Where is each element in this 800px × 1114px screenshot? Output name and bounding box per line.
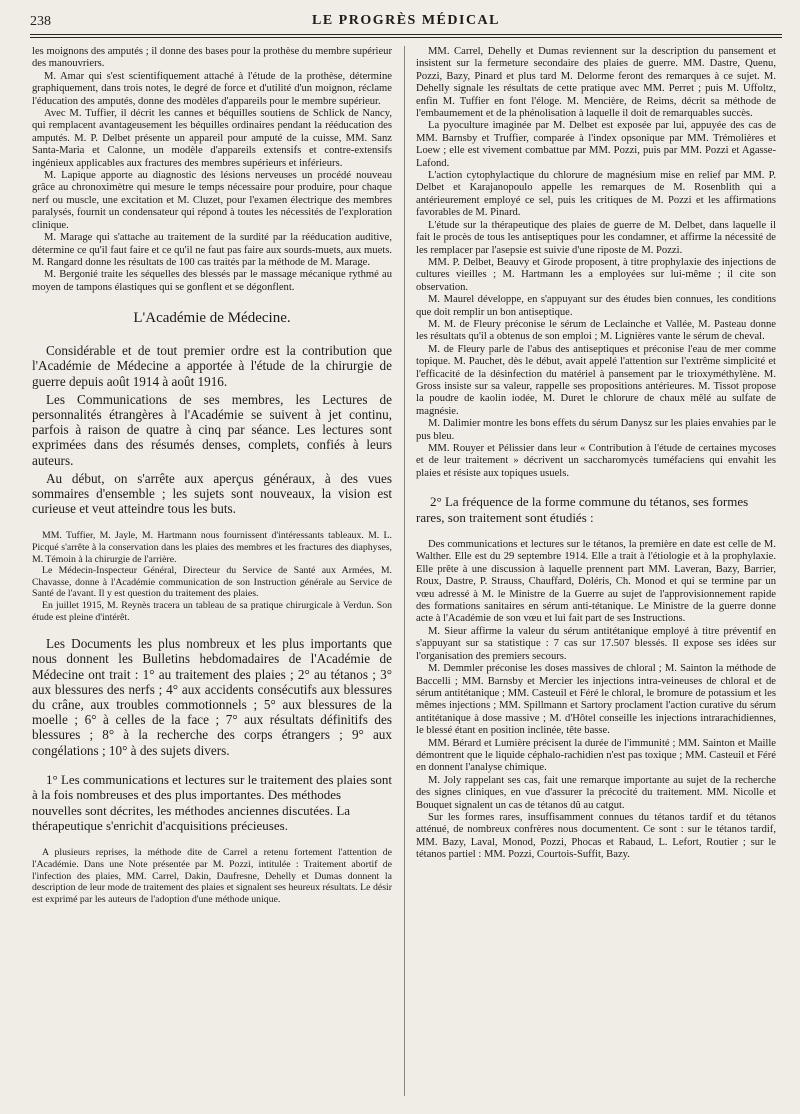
- paragraph: M. M. de Fleury préconise le sérum de Leclainche et Vallée, M. Pasteau donne les résultats qu'il a obtenus de son emploi ; M. Lignières vante le sérum de cheval.: [416, 318, 776, 343]
- header-rule: [30, 34, 782, 35]
- journal-title: LE PROGRÈS MÉDICAL: [311, 13, 501, 28]
- subsection-heading: 2° La fréquence de la forme commune du tétanos, ses formes rares, son traitement sont étudiés :: [416, 494, 749, 525]
- paragraph: M. Lapique apporte au diagnostic des lésions nerveuses un procédé nouveau grâce au chronoximètre qui mesure le temps nécessaire pour produire, pour chaque nerf ou muscle, une excitation et M. Cluzet, pour l'examen électrique des membres paralysés, fournit un condensateur qui répond à toutes les nécessités de l'exploration clinique.: [32, 170, 392, 231]
- paragraph: A plusieurs reprises, la méthode dite de Carrel a retenu fortement l'attention de l'Académie. Dans une Note présentée par M. Pozzi, intitulée : Traitement abortif de l'infection des plaies, MM. Carrel, Dakin, Daufresne, Dehelly et Dumas donnent la description de leur mode de traitement des plaies et signalent ses heureux résultats. Le désir est exprimé par les auteurs de l'adoption d'une méthode unique.: [32, 847, 392, 905]
- left-column: [32, 46, 392, 1106]
- paragraph: La pyoculture imaginée par M. Delbet est exposée par lui, appuyée des cas de MM. Barnsby et Truffier, comparée à l'index opsonique par MM. Trémolières et Loew ; elle est vivement combattue par MM. Pozzi, puis par MM. Pozzi et Agasse-Lafond.: [416, 120, 776, 169]
- column-divider: [404, 46, 405, 1096]
- paragraph: M. Joly rappelant ses cas, fait une remarque importante au sujet de la recherche des signes cliniques, en vue d'assurer la précocité du traitement. MM. Nicolle et Bouquet signalent un cas de tétanos dû au catgut.: [416, 774, 776, 811]
- page-number: 238: [30, 14, 51, 29]
- paragraph: M. Marage qui s'attache au traitement de la surdité par la rééducation auditive, détermine ce qu'il faut faire et ce qu'il ne faut pas faire aux sourds-muets, aux muets. M. Rangard donne les résultats de 100 cas traités par la méthode de M. Marage.: [32, 232, 392, 268]
- paragraph: MM. Carrel, Dehelly et Dumas reviennent sur la description du pansement et insistent sur la fermeture secondaire des plaies de guerre. MM. Dastre, Quenu, Pozzi, Bazy, Pinard et plus tard M. Delorme feront des remarques à ce sujet. M. Dehelly signale les résultats de cette pratique avec MM. Perret ; puis M. Uffoltz, enfin M. Tuffier en font l'éloge. M. Mencière, de Reims, décrit sa méthode de l'embaumement et de la phénolisation à laquelle il doit de remarquables succès.: [416, 46, 776, 120]
- paragraph: MM. Rouyer et Pélissier dans leur « Contribution à l'étude de certaines mycoses et de leur traitement » décrivent un saccharomycès tuméfaciens qui envahit les plaies et résiste aux topiques usuels.: [416, 443, 776, 479]
- lead-paragraph: Les Communications de ses membres, les Lectures de personnalités étrangères à l'Académie se suivent à jet continu, parfois à raison de quatre à cinq par séance. Les lectures sont exprimées dans des résumés denses, complets, confiés à leurs auteurs.: [32, 391, 392, 468]
- paragraph: M. Maurel développe, en s'appuyant sur des études bien connues, les conditions que doit remplir un bon antiseptique.: [416, 294, 776, 318]
- lead-paragraph: Les Documents les plus nombreux et les plus importants que nous donnent les Bulletins hebdomadaires de l'Académie de Médecine ont trait : 1° au traitement des plaies ; 2° au tétanos ; 3° aux blessures des nerfs ; 4° aux accidents consécutifs aux blessures du crâne, aux troubles commotionnels ; 5° aux blessures de la moelle ; 6° à celles de la face ; 7° aux résultats définitifs des blessures ; 8° à la recherche des corps étrangers ; 9° aux congélations ; 10° à des sujets divers.: [32, 636, 392, 758]
- page-header: [30, 12, 782, 34]
- paragraph: M. Demmler préconise les doses massives de chloral ; M. Sainton la méthode de Baccelli ; MM. Barnsby et Mercier les injections intra-veineuses de chloral et de sérum antitétanique ; MM. Casteuil et Féré le chloral, le bromure de potassium et les mêmes injections ; MM. Spillmann et Sartory proclament l'action curative du sérum antitétanique à dose massive ; M. d'Hôtel conseille les injections intrarachidiennes, le blessé étant en position inclinée, tête basse.: [416, 663, 776, 737]
- paragraph: Sur les formes rares, insuffisamment connues du tétanos tardif et du tétanos atténué, de nombreux confrères nous documentent. Ce sont : sur le tétanos tardif, MM. Bazy, Laval, Monod, Pozzi, Phocas et Rabaud, L. Lefort, Routier ; sur le tétanos partiel : MM. Pozzi, Courtois-Suffit, Bazy.: [416, 811, 776, 861]
- lead-paragraph: Considérable et de tout premier ordre est la contribution que l'Académie de Médecine a apportée à l'étude de la chirurgie de guerre depuis août 1914 à août 1916.: [32, 343, 392, 389]
- paragraph: M. de Fleury parle de l'abus des antiseptiques et préconise l'eau de mer comme topique. M. Pauchet, dès le début, avait appelé l'attention sur l'extrême simplicité et l'efficacité de la désinfection du matériel à pansement par le trioxyméthylène. M. Gross insiste sur sa valeur, rappelle ses propositions antérieures. M. Tissot propose la poudre de kaolin iodée, M. Duret le chlorure de chaux mêlé au sulfate de magnésie.: [416, 343, 776, 417]
- paragraph: L'action cytophylactique du chlorure de magnésium mise en relief par MM. P. Delbet et Karajanopoulo appelle les remarques de M. Rosenblith qui a antérieurement employé ce sel, puis les critiques de M. Pozzi et les affirmations favorables de M. Pinard.: [416, 170, 776, 219]
- lead-paragraph: Au début, on s'arrête aux aperçus généraux, à des vues sommaires d'ensemble ; les sujets sont nouveaux, la vision est curieuse et veut atteindre tous les buts.: [32, 470, 392, 517]
- paragraph: Le Médecin-Inspecteur Général, Directeur du Service de Santé aux Armées, M. Chavasse, donne à l'Académie communication de son Instruction générale au Service de Santé de l'avant. Il y est question du traitement des plaies.: [32, 565, 392, 600]
- paragraph: M. Dalimier montre les bons effets du sérum Danysz sur les plaies envahies par le pus bleu.: [416, 418, 776, 442]
- paragraph: les moignons des amputés ; il donne des bases pour la prothèse du membre supérieur des manouvriers.: [32, 46, 392, 70]
- header-rule-double: [30, 37, 782, 38]
- right-column: [416, 46, 776, 1106]
- subsection-heading: 1° Les communications et lectures sur le traitement des plaies sont à la fois nombreuses et des plus importantes. Des méthodes nouvelles sont décrites, les méthodes anciennes discutées. La thérapeutique s'enrichit d'acquisitions précieuses.: [32, 771, 392, 833]
- paragraph: MM. P. Delbet, Beauvy et Girode proposent, à titre prophylaxie des injections de cultures vieilles ; M. Hartmann les a employées sur lui-même ; il cite son observation.: [416, 256, 776, 293]
- paragraph: En juillet 1915, M. Reynès tracera un tableau de sa pratique chirurgicale à Verdun. Son étude est pleine d'intérêt.: [32, 599, 392, 623]
- paragraph: M. Amar qui s'est scientifiquement attaché à l'étude de la prothèse, détermine graphiquement, dans trois notes, le degré de force et d'utilité d'un moignon, réclame l'éducation des amputés, donne des modèles d'appareils pour le membre supérieur.: [32, 70, 392, 107]
- paragraph: Des communications et lectures sur le tétanos, la première en date est celle de M. Walther. Elle est du 29 septembre 1914. Elle a trait à l'étiologie et à la prophylaxie. Elle prête à une discussion à laquelle prennent part MM. Laveran, Bazy, Barrier, Roux, Dastre, P. Strauss, Chauffard, Doléris, Ch. Monod et qui se termine par un vœu adressé à M. le Ministre de la Guerre au sujet de l'approvisionnement rapide des formations sanitaires en sérum anti-tétanique. Le Ministre de la guerre donne acte à l'Académie de son vœu et lui fait part de ses Instructions.: [416, 539, 776, 625]
- paragraph: M. Bergonié traite les séquelles des blessés par le massage mécanique rythmé au moyen de tampons élastiques qui se gonflent et se dégonflent.: [32, 269, 392, 293]
- paragraph: Avec M. Tuffier, il décrit les cannes et béquilles soutiens de Schlick de Nancy, qui remplacent avantageusement les béquilles ordinaires pendant la rééducation des amputés. M. P. Delbet présente un appareil pour amputé de la cuisse, MM. Sanz Santa-Maria et Calonne, un modèle d'appareils extensifs et contre-extensifs ingénieux applicables aux fractures des membres supérieurs et inférieurs.: [32, 108, 392, 169]
- paragraph: MM. Bérard et Lumière précisent la durée de l'immunité ; MM. Sainton et Maille démontrent que le liquide céphalo-rachidien n'est pas toxique ; MM. Casteuil et Féré en donnent l'analyse chimique.: [416, 737, 776, 774]
- paragraph: M. Sieur affirme la valeur du sérum antitétanique employé à titre préventif en s'appuyant sur sa statistique : 7 cas sur 17.507 blessés. Il expose ses idées sur l'organisation des premiers secours.: [416, 625, 776, 662]
- paragraph: L'étude sur la thérapeutique des plaies de guerre de M. Delbet, dans laquelle il fait le procès de tous les antiseptiques pour les condamner, et affirme la nécessité de les remplacer par l'asepsie est suivie d'une riposte de M. Pozzi.: [416, 219, 776, 256]
- paragraph: MM. Tuffier, M. Jayle, M. Hartmann nous fournissent d'intéressants tableaux. M. L. Picqué s'arrête à la conservation dans les plaies des membres et les fractures des diaphyses, M. Témoin à la chirurgie de l'arrière.: [32, 530, 392, 565]
- section-heading: L'Académie de Médecine.: [133, 310, 291, 327]
